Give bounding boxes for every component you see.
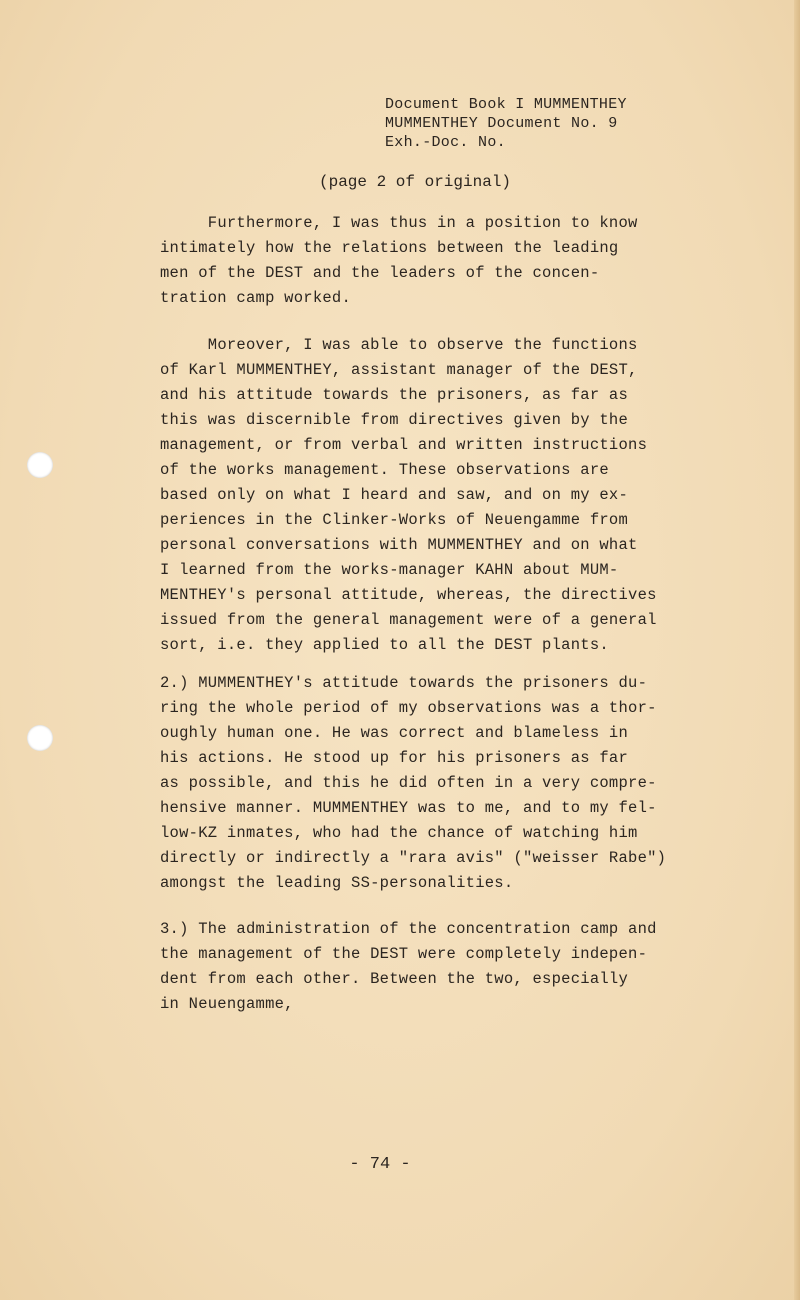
paragraph-text: Furthermore, I was thus in a position to know intimately how the relations between the leading men of the DEST and the leaders of the concen- tration camp worked. xyxy=(160,214,638,307)
page-edge xyxy=(794,0,800,1300)
punch-hole-top xyxy=(27,452,53,478)
paragraph-text: 2.) MUMMENTHEY's attitude towards the prisoners du- ring the whole period of my observations was a thor- oughly human one. He was correct and blameless in his actions. He stood up for his prisoners as far as possible, and this he did often in a very compre- hensive manner. MUMMENTHEY was to me, and to my fel- low-KZ inmates, who had the chance of watching him directly or indirectly a "rara avis" ("weisser Rabe") amongst the leading SS-personalities. xyxy=(160,674,667,892)
paragraph-1 xyxy=(160,211,705,311)
paragraph-3 xyxy=(160,671,705,896)
paragraph-text: Moreover, I was able to observe the functions of Karl MUMMENTHEY, assistant manager of the DEST, and his attitude towards the prisoners, as far as this was discernible from directives given by the management, or from verbal and written instructions of the works management. These observations are based only on what I heard and saw, and on my ex- periences in the Clinker-Works of Neuengamme from personal conversations with MUMMENTHEY and on what I learned from the works-manager KAHN about MUM- MENTHEY's personal attitude, whereas, the directives issued from the general management were of a general sort, i.e. they applied to all the DEST plants. xyxy=(160,336,657,654)
page-number: - 74 - xyxy=(349,1155,411,1174)
paragraph-4 xyxy=(160,917,705,1017)
header-line-exhibit: Exh.-Doc. No. xyxy=(385,134,506,151)
document-header xyxy=(385,95,627,152)
punch-hole-bottom xyxy=(27,725,53,751)
paragraph-2 xyxy=(160,333,705,658)
paragraph-text: 3.) The administration of the concentration camp and the management of the DEST were completely indepen- dent from each other. Between the two, especially in Neuengamme, xyxy=(160,920,657,1013)
header-line-book: Document Book I MUMMENTHEY xyxy=(385,96,627,113)
header-line-document-number: MUMMENTHEY Document No. 9 xyxy=(385,115,618,132)
original-page-note: (page 2 of original) xyxy=(318,173,512,191)
